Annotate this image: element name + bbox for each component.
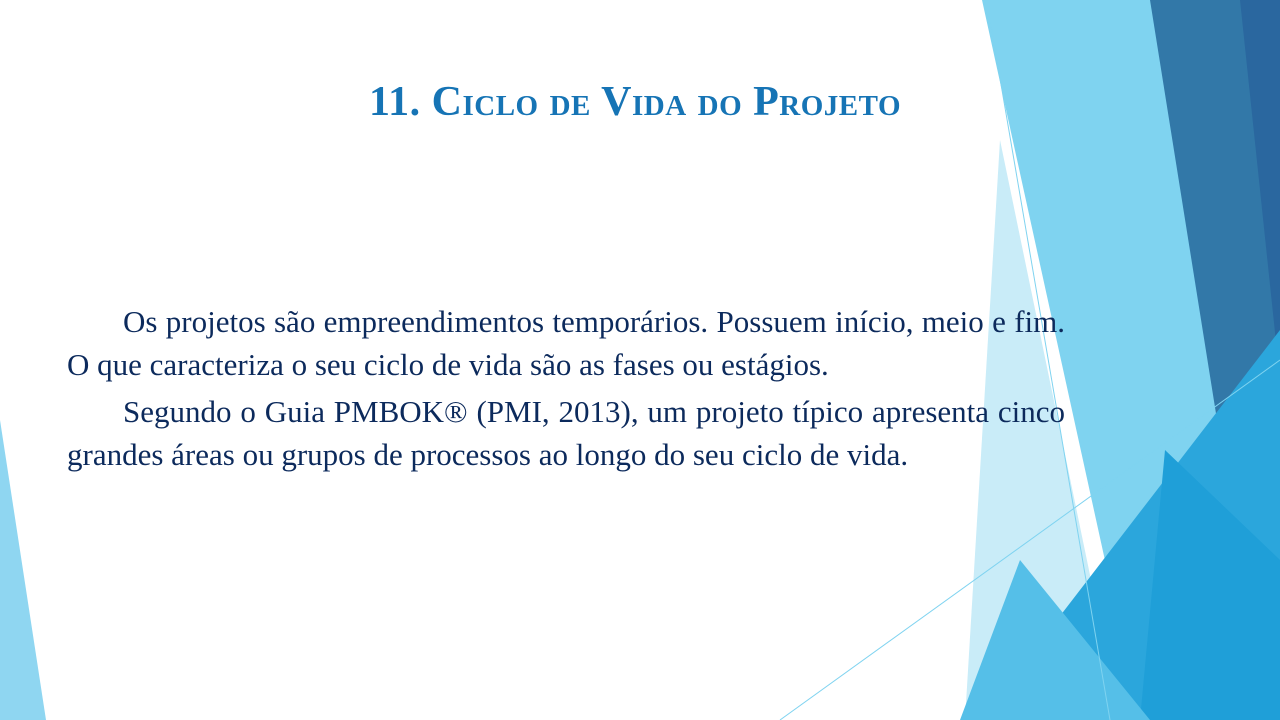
slide-title: 11. Ciclo de Vida do Projeto [368,79,902,125]
slide-body [67,300,1065,480]
paragraph-1: Os projetos são empreendimentos temporários. Possuem início, meio e fim. O que caracteriza o seu ciclo de vida são as fases ou estágios. [67,304,1065,382]
left-edge-sliver [0,420,46,720]
paragraph-2: Segundo o Guia PMBOK® (PMI, 2013), um projeto típico apresenta cinco grandes áreas ou grupos de processos ao longo do seu ciclo de vida. [67,394,1065,472]
